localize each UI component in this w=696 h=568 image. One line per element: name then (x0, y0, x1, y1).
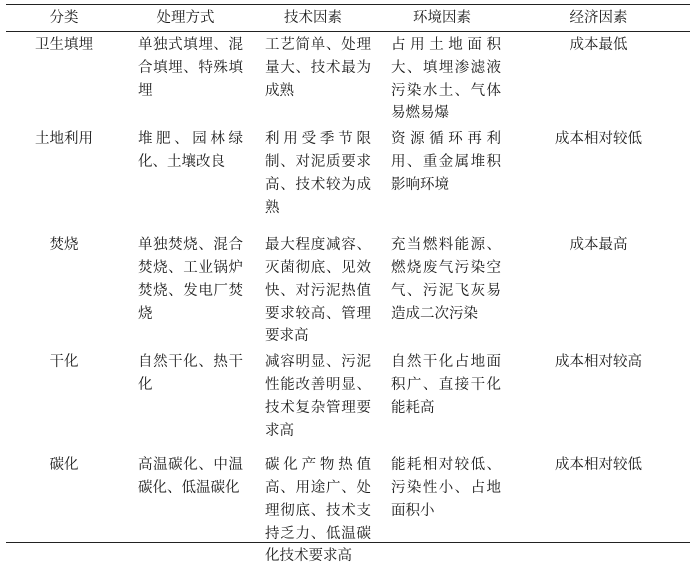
row-technical: 减容明显、污泥性能改善明显、技术复杂管理要求高 (265, 354, 371, 439)
row-environmental: 充当燃料能源、燃烧废气污染空气、污泥飞灰易造成二次污染 (391, 237, 501, 322)
comparison-table (6, 5, 690, 568)
table-row (6, 451, 690, 568)
row-economic: 成本相对较低 (555, 131, 642, 148)
row-method: 堆肥、园林绿化、土壤改良 (138, 131, 243, 170)
row-environmental: 资源循环再利用、重金属堆积影响环境 (391, 131, 501, 193)
row-environmental: 能耗相对较低、污染性小、占地面积小 (391, 457, 501, 519)
row-category: 碳化 (49, 457, 79, 474)
header-method: 处理方式 (156, 10, 215, 26)
header-economic: 经济因素 (569, 10, 628, 26)
table-header (6, 5, 690, 31)
row-technical: 最大程度减容、灭菌彻底、见效快、对污泥热值要求较高、管理要求高 (265, 237, 371, 345)
row-economic: 成本相对较高 (555, 354, 642, 371)
row-category: 干化 (49, 354, 79, 371)
row-category: 卫生填埋 (35, 37, 93, 53)
row-method: 高温碳化、中温碳化、低温碳化 (138, 457, 243, 496)
row-technical: 利用受季节限制、对泥质要求高、技术较为成熟 (265, 131, 371, 216)
row-environmental: 占用土地面积大、填埋渗滤液污染水土、气体易燃易爆 (391, 37, 501, 122)
row-method: 自然干化、热干化 (138, 354, 243, 393)
table-row (6, 31, 690, 125)
row-technical: 工艺简单、处理量大、技术最为成熟 (265, 37, 371, 99)
row-economic: 成本最高 (569, 237, 628, 254)
row-technical: 碳化产物热值高、用途广、处理彻底、技术支持乏力、低温碳化技术要求高 (265, 457, 371, 565)
header-row (6, 5, 690, 31)
row-category: 土地利用 (35, 131, 93, 148)
row-economic: 成本最低 (569, 37, 628, 53)
row-category: 焚烧 (49, 237, 79, 254)
table-row (6, 348, 690, 451)
row-method: 单独式填埋、混合填埋、特殊填埋 (138, 37, 243, 99)
header-environmental: 环境因素 (413, 10, 471, 26)
row-economic: 成本相对较低 (555, 457, 642, 474)
row-method: 单独焚烧、混合焚烧、工业锅炉焚烧、发电厂焚烧 (138, 237, 243, 322)
header-category: 分类 (49, 10, 79, 26)
table-row (6, 231, 690, 348)
row-environmental: 自然干化占地面积广、直接干化能耗高 (391, 354, 501, 416)
table-body (6, 31, 690, 568)
table-row (6, 125, 690, 231)
header-technical: 技术因素 (284, 10, 342, 26)
